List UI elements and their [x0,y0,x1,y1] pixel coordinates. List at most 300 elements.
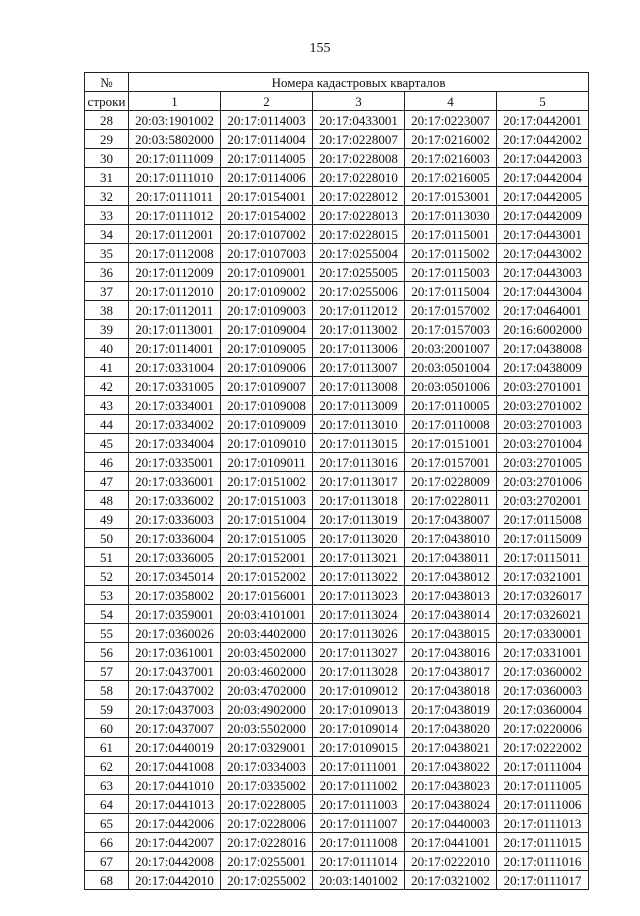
cadastral-number-cell: 20:17:0153001 [405,187,497,206]
cadastral-number-cell: 20:17:0157001 [405,453,497,472]
row-number-cell: 49 [85,510,129,529]
cadastral-number-cell: 20:17:0438016 [405,643,497,662]
cadastral-number-cell: 20:17:0109010 [221,434,313,453]
cadastral-number-cell: 20:17:0335001 [129,453,221,472]
cadastral-number-cell: 20:17:0115003 [405,263,497,282]
table-row [85,396,589,415]
cadastral-number-cell: 20:17:0111007 [313,814,405,833]
cadastral-number-cell: 20:17:0115002 [405,244,497,263]
cadastral-number-cell: 20:17:0228009 [405,472,497,491]
cadastral-number-cell: 20:17:0151002 [221,472,313,491]
table-row [85,738,589,757]
row-number-cell: 35 [85,244,129,263]
cadastral-number-cell: 20:17:0336003 [129,510,221,529]
cadastral-number-cell: 20:17:0113015 [313,434,405,453]
cadastral-number-cell: 20:17:0114004 [221,130,313,149]
row-number-cell: 65 [85,814,129,833]
cadastral-number-cell: 20:17:0113016 [313,453,405,472]
cadastral-number-cell: 20:17:0113023 [313,586,405,605]
column-header: 1 [129,92,221,111]
cadastral-number-cell: 20:17:0336004 [129,529,221,548]
cadastral-numbers-header: Номера кадастровых кварталов [129,73,589,92]
cadastral-number-cell: 20:17:0330001 [497,624,589,643]
row-number-cell: 56 [85,643,129,662]
cadastral-number-cell: 20:17:0114001 [129,339,221,358]
table-row [85,282,589,301]
cadastral-number-cell: 20:17:0438013 [405,586,497,605]
cadastral-number-cell: 20:17:0112012 [313,301,405,320]
row-number-cell: 30 [85,149,129,168]
cadastral-number-cell: 20:17:0111001 [313,757,405,776]
row-number-cell: 32 [85,187,129,206]
table-row [85,757,589,776]
table-row [85,472,589,491]
cadastral-number-cell: 20:17:0157003 [405,320,497,339]
row-number-cell: 54 [85,605,129,624]
row-number-cell: 41 [85,358,129,377]
row-number-cell: 28 [85,111,129,130]
column-header: 5 [497,92,589,111]
row-number-cell: 34 [85,225,129,244]
cadastral-number-cell: 20:03:2001007 [405,339,497,358]
cadastral-number-cell: 20:17:0111005 [497,776,589,795]
cadastral-number-cell: 20:17:0114006 [221,168,313,187]
cadastral-number-cell: 20:17:0442006 [129,814,221,833]
cadastral-number-cell: 20:17:0335002 [221,776,313,795]
cadastral-number-cell: 20:17:0154001 [221,187,313,206]
table-row [85,244,589,263]
cadastral-number-cell: 20:17:0438019 [405,700,497,719]
cadastral-number-cell: 20:17:0228015 [313,225,405,244]
cadastral-number-cell: 20:17:0441008 [129,757,221,776]
cadastral-number-cell: 20:03:4502000 [221,643,313,662]
cadastral-number-cell: 20:17:0113020 [313,529,405,548]
row-number-cell: 53 [85,586,129,605]
cadastral-number-cell: 20:17:0358002 [129,586,221,605]
cadastral-number-cell: 20:17:0441001 [405,833,497,852]
cadastral-number-cell: 20:17:0442002 [497,130,589,149]
cadastral-number-cell: 20:17:0441013 [129,795,221,814]
table-row [85,453,589,472]
cadastral-number-cell: 20:17:0113019 [313,510,405,529]
cadastral-number-cell: 20:17:0442010 [129,871,221,890]
cadastral-number-cell: 20:17:0438020 [405,719,497,738]
cadastral-number-cell: 20:17:0112001 [129,225,221,244]
cadastral-number-cell: 20:17:0109014 [313,719,405,738]
cadastral-number-cell: 20:17:0438007 [405,510,497,529]
cadastral-number-cell: 20:17:0438017 [405,662,497,681]
cadastral-number-cell: 20:17:0228012 [313,187,405,206]
table-row [85,358,589,377]
cadastral-number-cell: 20:17:0113008 [313,377,405,396]
table-row [85,434,589,453]
cadastral-number-cell: 20:17:0361001 [129,643,221,662]
header-row-columns [85,92,589,111]
row-number-cell: 50 [85,529,129,548]
cadastral-number-cell: 20:17:0110005 [405,396,497,415]
cadastral-number-cell: 20:17:0216005 [405,168,497,187]
cadastral-number-cell: 20:03:4101001 [221,605,313,624]
cadastral-table [84,72,589,890]
cadastral-number-cell: 20:17:0255001 [221,852,313,871]
cadastral-number-cell: 20:16:6002000 [497,320,589,339]
cadastral-number-cell: 20:17:0157002 [405,301,497,320]
table-row [85,263,589,282]
cadastral-number-cell: 20:17:0440019 [129,738,221,757]
cadastral-number-cell: 20:17:0223007 [405,111,497,130]
cadastral-number-cell: 20:17:0334004 [129,434,221,453]
cadastral-number-cell: 20:17:0442008 [129,852,221,871]
table-row [85,339,589,358]
column-header: 4 [405,92,497,111]
cadastral-number-cell: 20:17:0442005 [497,187,589,206]
row-number-cell: 38 [85,301,129,320]
row-number-cell: 52 [85,567,129,586]
cadastral-number-cell: 20:17:0336005 [129,548,221,567]
cadastral-number-cell: 20:17:0440003 [405,814,497,833]
cadastral-number-cell: 20:17:0109006 [221,358,313,377]
cadastral-number-cell: 20:17:0113010 [313,415,405,434]
cadastral-number-cell: 20:03:2701001 [497,377,589,396]
cadastral-number-cell: 20:17:0109008 [221,396,313,415]
cadastral-number-cell: 20:17:0331005 [129,377,221,396]
cadastral-number-cell: 20:03:4902000 [221,700,313,719]
cadastral-number-cell: 20:17:0438009 [497,358,589,377]
cadastral-number-cell: 20:17:0255005 [313,263,405,282]
row-number-cell: 63 [85,776,129,795]
cadastral-number-cell: 20:17:0115004 [405,282,497,301]
column-header: 2 [221,92,313,111]
cadastral-number-cell: 20:17:0114005 [221,149,313,168]
table-row [85,852,589,871]
cadastral-number-cell: 20:17:0228006 [221,814,313,833]
cadastral-number-cell: 20:17:0326021 [497,605,589,624]
cadastral-number-cell: 20:17:0437002 [129,681,221,700]
cadastral-number-cell: 20:17:0109005 [221,339,313,358]
cadastral-number-cell: 20:17:0334001 [129,396,221,415]
cadastral-number-cell: 20:03:5802000 [129,130,221,149]
row-number-cell: 39 [85,320,129,339]
cadastral-number-cell: 20:17:0151005 [221,529,313,548]
cadastral-number-cell: 20:17:0442001 [497,111,589,130]
table-row [85,643,589,662]
cadastral-number-cell: 20:17:0112010 [129,282,221,301]
cadastral-number-cell: 20:17:0443004 [497,282,589,301]
row-number-cell: 57 [85,662,129,681]
cadastral-number-cell: 20:17:0464001 [497,301,589,320]
cadastral-number-cell: 20:17:0115008 [497,510,589,529]
cadastral-number-cell: 20:17:0438014 [405,605,497,624]
cadastral-number-cell: 20:17:0345014 [129,567,221,586]
cadastral-number-cell: 20:17:0115009 [497,529,589,548]
row-number-cell: 31 [85,168,129,187]
cadastral-number-cell: 20:17:0443002 [497,244,589,263]
table-row [85,624,589,643]
cadastral-number-cell: 20:17:0113006 [313,339,405,358]
table-row [85,567,589,586]
cadastral-number-cell: 20:17:0443003 [497,263,589,282]
cadastral-number-cell: 20:17:0111014 [313,852,405,871]
cadastral-number-cell: 20:17:0329001 [221,738,313,757]
cadastral-number-cell: 20:17:0111013 [497,814,589,833]
cadastral-number-cell: 20:17:0438011 [405,548,497,567]
cadastral-number-cell: 20:17:0438024 [405,795,497,814]
cadastral-number-cell: 20:03:2701002 [497,396,589,415]
cadastral-number-cell: 20:17:0111010 [129,168,221,187]
cadastral-number-cell: 20:17:0360002 [497,662,589,681]
cadastral-number-cell: 20:17:0113002 [313,320,405,339]
cadastral-number-cell: 20:03:2701003 [497,415,589,434]
cadastral-number-cell: 20:17:0442009 [497,206,589,225]
cadastral-number-cell: 20:17:0111017 [497,871,589,890]
row-number-cell: 61 [85,738,129,757]
cadastral-number-cell: 20:03:5502000 [221,719,313,738]
row-number-cell: 46 [85,453,129,472]
row-number-cell: 66 [85,833,129,852]
cadastral-number-cell: 20:17:0109002 [221,282,313,301]
cadastral-number-cell: 20:17:0113017 [313,472,405,491]
cadastral-number-cell: 20:17:0112011 [129,301,221,320]
cadastral-number-cell: 20:17:0111008 [313,833,405,852]
table-row [85,225,589,244]
cadastral-number-cell: 20:17:0111009 [129,149,221,168]
row-number-cell: 62 [85,757,129,776]
cadastral-number-cell: 20:17:0111004 [497,757,589,776]
cadastral-number-cell: 20:17:0438021 [405,738,497,757]
row-number-cell: 48 [85,491,129,510]
cadastral-number-cell: 20:17:0113018 [313,491,405,510]
cadastral-number-cell: 20:17:0113009 [313,396,405,415]
cadastral-number-cell: 20:17:0321001 [497,567,589,586]
cadastral-number-cell: 20:17:0111016 [497,852,589,871]
table-row [85,491,589,510]
cadastral-number-cell: 20:17:0438010 [405,529,497,548]
cadastral-number-cell: 20:17:0437003 [129,700,221,719]
row-number-header-top: № [85,73,129,92]
table-row [85,168,589,187]
cadastral-number-cell: 20:17:0228008 [313,149,405,168]
row-number-cell: 45 [85,434,129,453]
cadastral-number-cell: 20:17:0326017 [497,586,589,605]
cadastral-number-cell: 20:17:0113022 [313,567,405,586]
table-row [85,776,589,795]
cadastral-number-cell: 20:17:0109007 [221,377,313,396]
cadastral-number-cell: 20:17:0109004 [221,320,313,339]
cadastral-number-cell: 20:17:0438022 [405,757,497,776]
cadastral-number-cell: 20:17:0255006 [313,282,405,301]
table-row [85,377,589,396]
row-number-cell: 64 [85,795,129,814]
cadastral-number-cell: 20:17:0255002 [221,871,313,890]
cadastral-number-cell: 20:17:0152001 [221,548,313,567]
table-row [85,149,589,168]
cadastral-number-cell: 20:17:0255004 [313,244,405,263]
cadastral-number-cell: 20:17:0228013 [313,206,405,225]
cadastral-number-cell: 20:17:0216003 [405,149,497,168]
cadastral-number-cell: 20:03:1901002 [129,111,221,130]
cadastral-number-cell: 20:17:0111003 [313,795,405,814]
cadastral-number-cell: 20:17:0113027 [313,643,405,662]
table-row [85,586,589,605]
cadastral-number-cell: 20:17:0437001 [129,662,221,681]
cadastral-number-cell: 20:17:0433001 [313,111,405,130]
table-row [85,605,589,624]
cadastral-number-cell: 20:17:0321002 [405,871,497,890]
cadastral-number-cell: 20:17:0228010 [313,168,405,187]
cadastral-number-cell: 20:17:0109012 [313,681,405,700]
cadastral-number-cell: 20:17:0360004 [497,700,589,719]
cadastral-number-cell: 20:17:0331004 [129,358,221,377]
cadastral-number-cell: 20:17:0222010 [405,852,497,871]
row-number-header-bottom: строки [85,92,129,111]
table-row [85,814,589,833]
table-row [85,510,589,529]
cadastral-number-cell: 20:17:0360003 [497,681,589,700]
cadastral-number-cell: 20:17:0113028 [313,662,405,681]
cadastral-number-cell: 20:17:0438008 [497,339,589,358]
cadastral-number-cell: 20:17:0111006 [497,795,589,814]
row-number-cell: 47 [85,472,129,491]
cadastral-number-cell: 20:17:0112009 [129,263,221,282]
cadastral-number-cell: 20:17:0438018 [405,681,497,700]
table-row [85,529,589,548]
cadastral-number-cell: 20:17:0115001 [405,225,497,244]
cadastral-number-cell: 20:17:0438023 [405,776,497,795]
table-row [85,700,589,719]
cadastral-number-cell: 20:17:0360026 [129,624,221,643]
cadastral-number-cell: 20:03:2701004 [497,434,589,453]
cadastral-number-cell: 20:17:0438015 [405,624,497,643]
cadastral-number-cell: 20:17:0109001 [221,263,313,282]
table-row [85,130,589,149]
table-row [85,111,589,130]
row-number-cell: 42 [85,377,129,396]
cadastral-number-cell: 20:17:0228011 [405,491,497,510]
table-row [85,187,589,206]
cadastral-number-cell: 20:17:0111012 [129,206,221,225]
row-number-cell: 43 [85,396,129,415]
cadastral-number-cell: 20:17:0151001 [405,434,497,453]
cadastral-number-cell: 20:17:0442007 [129,833,221,852]
row-number-cell: 44 [85,415,129,434]
table-row [85,719,589,738]
cadastral-number-cell: 20:17:0107002 [221,225,313,244]
cadastral-number-cell: 20:17:0156001 [221,586,313,605]
row-number-cell: 68 [85,871,129,890]
cadastral-number-cell: 20:17:0110008 [405,415,497,434]
cadastral-number-cell: 20:17:0109003 [221,301,313,320]
table-row [85,795,589,814]
cadastral-number-cell: 20:17:0109011 [221,453,313,472]
cadastral-number-cell: 20:03:0501006 [405,377,497,396]
table-row [85,206,589,225]
table-row [85,681,589,700]
cadastral-number-cell: 20:17:0151004 [221,510,313,529]
cadastral-number-cell: 20:17:0113007 [313,358,405,377]
row-number-cell: 37 [85,282,129,301]
cadastral-number-cell: 20:17:0113001 [129,320,221,339]
table-row [85,320,589,339]
cadastral-number-cell: 20:17:0437007 [129,719,221,738]
table-body [85,111,589,890]
cadastral-number-cell: 20:17:0107003 [221,244,313,263]
cadastral-number-cell: 20:17:0114003 [221,111,313,130]
cadastral-number-cell: 20:17:0113026 [313,624,405,643]
cadastral-number-cell: 20:17:0336001 [129,472,221,491]
cadastral-number-cell: 20:17:0228007 [313,130,405,149]
table-row [85,662,589,681]
table-row [85,833,589,852]
header-row-top [85,73,589,92]
row-number-cell: 58 [85,681,129,700]
cadastral-number-cell: 20:17:0334003 [221,757,313,776]
cadastral-number-cell: 20:17:0334002 [129,415,221,434]
table-row [85,301,589,320]
row-number-cell: 60 [85,719,129,738]
column-header: 3 [313,92,405,111]
table-row [85,415,589,434]
cadastral-number-cell: 20:03:2701006 [497,472,589,491]
cadastral-number-cell: 20:17:0442004 [497,168,589,187]
cadastral-number-cell: 20:17:0438012 [405,567,497,586]
cadastral-number-cell: 20:03:2701005 [497,453,589,472]
cadastral-number-cell: 20:17:0109009 [221,415,313,434]
row-number-cell: 67 [85,852,129,871]
cadastral-number-cell: 20:17:0228005 [221,795,313,814]
cadastral-number-cell: 20:03:2702001 [497,491,589,510]
cadastral-number-cell: 20:17:0331001 [497,643,589,662]
cadastral-number-cell: 20:17:0151003 [221,491,313,510]
cadastral-number-cell: 20:03:1401002 [313,871,405,890]
cadastral-number-cell: 20:17:0113021 [313,548,405,567]
cadastral-number-cell: 20:17:0222002 [497,738,589,757]
cadastral-number-cell: 20:03:4602000 [221,662,313,681]
page-number: 155 [309,41,331,56]
cadastral-number-cell: 20:17:0216002 [405,130,497,149]
cadastral-number-cell: 20:03:4702000 [221,681,313,700]
cadastral-number-cell: 20:03:4402000 [221,624,313,643]
cadastral-number-cell: 20:03:0501004 [405,358,497,377]
cadastral-number-cell: 20:17:0109013 [313,700,405,719]
cadastral-number-cell: 20:17:0443001 [497,225,589,244]
cadastral-number-cell: 20:17:0359001 [129,605,221,624]
cadastral-number-cell: 20:17:0220006 [497,719,589,738]
row-number-cell: 59 [85,700,129,719]
cadastral-number-cell: 20:17:0336002 [129,491,221,510]
row-number-cell: 40 [85,339,129,358]
row-number-cell: 33 [85,206,129,225]
cadastral-number-cell: 20:17:0154002 [221,206,313,225]
cadastral-number-cell: 20:17:0111002 [313,776,405,795]
row-number-cell: 55 [85,624,129,643]
cadastral-number-cell: 20:17:0442003 [497,149,589,168]
row-number-cell: 51 [85,548,129,567]
cadastral-number-cell: 20:17:0111011 [129,187,221,206]
cadastral-number-cell: 20:17:0111015 [497,833,589,852]
table-row [85,548,589,567]
cadastral-number-cell: 20:17:0115011 [497,548,589,567]
row-number-cell: 29 [85,130,129,149]
cadastral-number-cell: 20:17:0113030 [405,206,497,225]
table-row [85,871,589,890]
cadastral-number-cell: 20:17:0441010 [129,776,221,795]
row-number-cell: 36 [85,263,129,282]
cadastral-number-cell: 20:17:0152002 [221,567,313,586]
cadastral-number-cell: 20:17:0228016 [221,833,313,852]
cadastral-number-cell: 20:17:0112008 [129,244,221,263]
cadastral-number-cell: 20:17:0109015 [313,738,405,757]
cadastral-number-cell: 20:17:0113024 [313,605,405,624]
